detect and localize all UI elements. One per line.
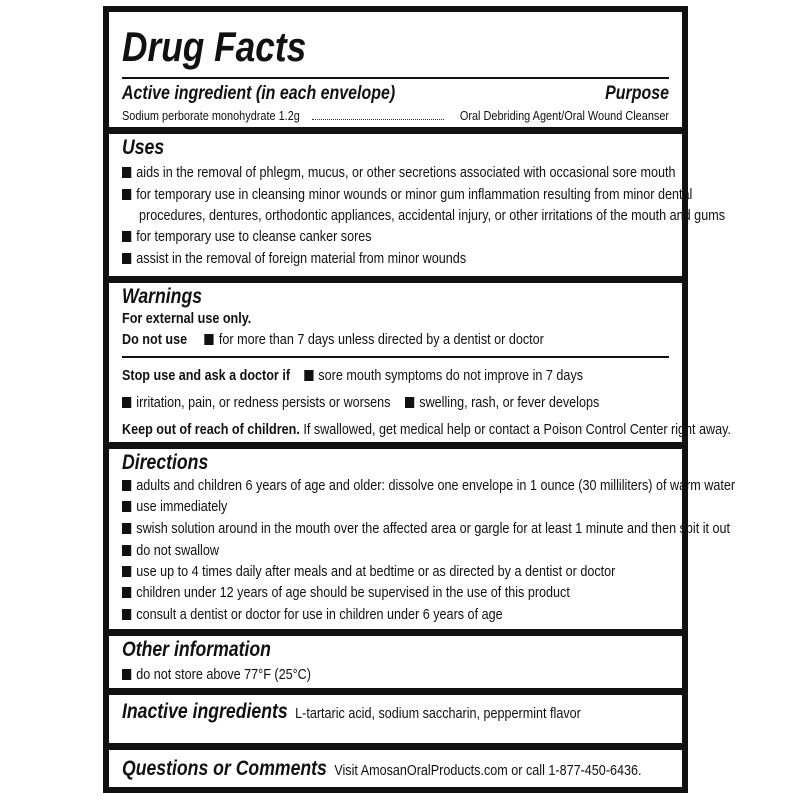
bullet-icon [122,566,131,577]
list-item: aids in the removal of phlegm, mucus, or other secretions associated with occasional sore mouth [122,162,781,183]
keep-out-label: Keep out of reach of children. [122,421,300,438]
section-divider [109,442,682,449]
active-ingredient-header: Active ingredient (in each envelope) [122,83,396,104]
stop-use-label: Stop use and ask a doctor if [122,367,291,384]
list-item-continuation: procedures, dentures, orthodontic appliances, accidental injury, or other irritations of the mouth and gums [139,207,726,224]
directions-header: Directions [122,451,209,474]
list-item: adults and children 6 years of age and older: dissolve one envelope in 1 ounce (30 milliliters) of warm water [122,475,800,496]
list-item: children under 12 years of age should be supervised in the use of this product [122,582,655,603]
section-divider [109,743,682,750]
section-divider [109,127,682,134]
bullet-icon [122,545,131,556]
section-divider [109,629,682,636]
bullet-icon [122,587,131,598]
active-ingredient-section [122,82,669,126]
warnings-divider [122,356,669,358]
bullet-icon [122,501,131,512]
keep-out-text: If swallowed, get medical help or contact a Poison Control Center right away. [303,421,732,438]
list-item: do not swallow [122,540,237,561]
list-item: use up to 4 times daily after meals and at bedtime or as directed by a dentist or doctor [122,561,709,582]
bullet-icon [122,523,131,534]
bullet-icon [122,480,131,491]
do-not-use-label: Do not use [122,331,188,348]
drug-facts-panel [103,6,736,793]
do-not-use-text: for more than 7 days unless directed by a dentist or doctor [218,331,544,348]
uses-header: Uses [122,136,165,159]
bullet-icon [304,370,313,381]
bullet-icon [122,397,131,408]
inactive-ingredients-text: L-tartaric acid, sodium saccharin, peppermint flavor [295,705,581,722]
list-item: use immediately [122,496,247,517]
title-divider [122,77,669,79]
warnings-header: Warnings [122,285,203,308]
bullet-icon [122,231,131,242]
active-ingredient-name: Sodium perborate monohydrate 1.2g [122,108,300,123]
external-use-note: For external use only. [122,310,252,327]
list-item: swish solution around in the mouth over the affected area or gargle for at least 1 minute and then spit it out [122,518,800,539]
purpose-header: Purpose [605,83,669,104]
bullet-icon [205,334,214,345]
inactive-ingredients-header: Inactive ingredients [122,700,288,723]
list-item: for temporary use in cleansing minor wounds or minor gum inflammation resulting from minor dental [122,184,800,205]
purpose-text: Oral Debriding Agent/Oral Wound Cleanser [459,108,669,123]
stop-item: irritation, pain, or redness persists or worsens [136,394,391,411]
list-item: consult a dentist or doctor for use in children under 6 years of age [122,604,575,625]
bullet-icon [122,253,131,264]
other-information-header: Other information [122,638,271,661]
bullet-icon [122,167,131,178]
bullet-icon [122,669,131,680]
bullet-icon [405,397,414,408]
questions-text: Visit AmosanOralProducts.com or call 1-877-450-6436. [334,762,642,779]
questions-header: Questions or Comments [122,757,327,780]
list-item: do not store above 77°F (25°C) [122,664,347,685]
page-title: Drug Facts [122,23,307,70]
list-item: for temporary use to cleanse canker sores [122,226,419,247]
section-divider [109,688,682,695]
bullet-icon [122,189,131,200]
bullet-icon [122,609,131,620]
section-divider [109,276,682,283]
list-item: assist in the removal of foreign material from minor wounds [122,248,532,269]
stop-item: swelling, rash, or fever develops [419,394,600,411]
stop-item: sore mouth symptoms do not improve in 7 days [318,367,584,384]
